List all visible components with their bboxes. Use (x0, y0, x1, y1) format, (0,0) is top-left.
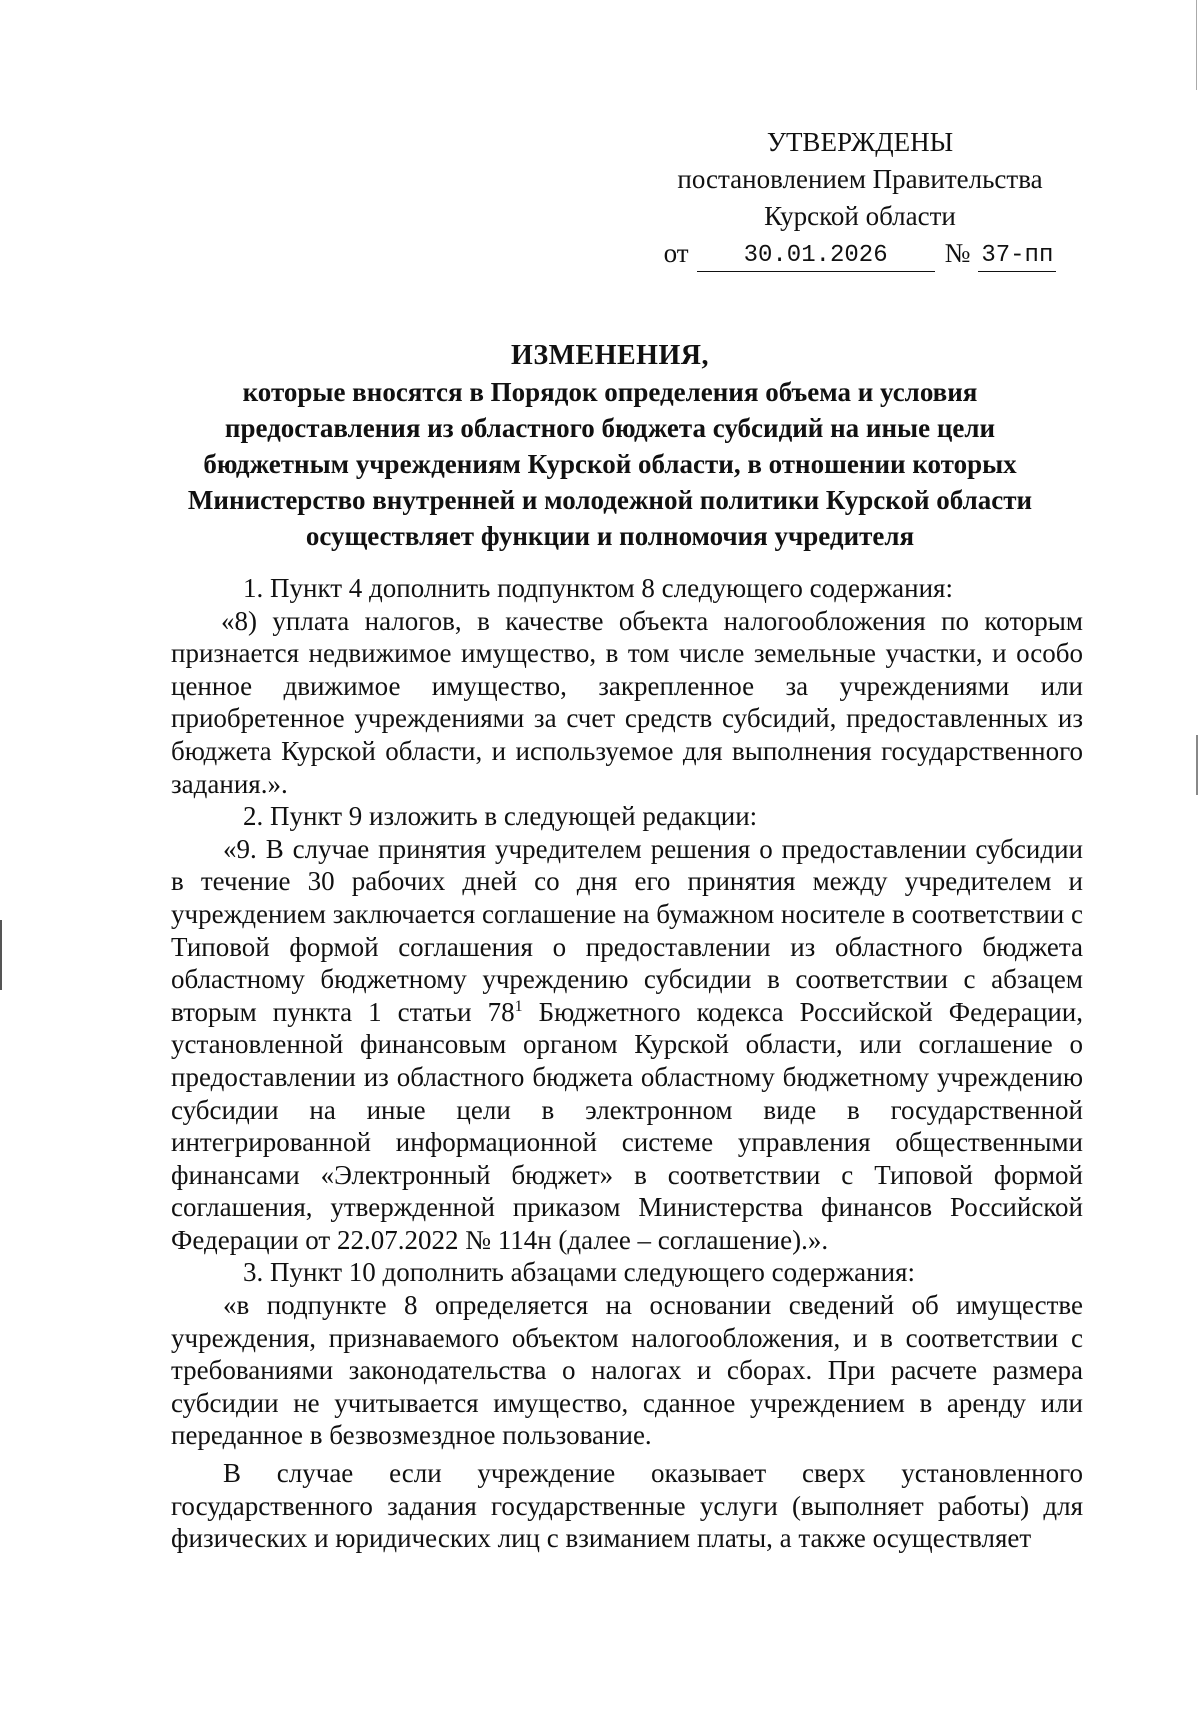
approval-date: 30.01.2026 (697, 241, 935, 272)
approval-number: 37-пп (978, 241, 1056, 272)
scan-edge-mark (0, 920, 2, 990)
date-label: от (663, 238, 689, 268)
paragraph-1: 1. Пункт 4 дополнить подпунктом 8 следующего содержания: (243, 573, 953, 603)
approval-line-2: Курской области (764, 201, 956, 231)
paragraph-4 (171, 833, 1083, 1257)
approval-line-1: постановлением Правительства (677, 164, 1043, 194)
paragraph-4-text-a: «9. В случае принятия учредителем решения о предоставлении субсидии в течение 30 рабочих дней со дня его принятия между учредителем и учреждением заключается соглашение на бумажном носителе в соответствии с Типовой формой соглашения о предоставлении из областного бюджета областному бюджетному учреждению субсидии в соответствии с абзацем вторым пункта 1 статьи 78 (171, 833, 1083, 1027)
document-title (150, 338, 1070, 554)
approval-title: УТВЕРЖДЕНЫ (766, 127, 954, 157)
paragraph-7: В случае если учреждение оказывает сверх установленного государственного задания государственные услуги (выполняет работы) для физических и юридических лиц с взиманием платы, а также осуществляет (171, 1458, 1083, 1554)
title-subtitle: которые вносятся в Порядок определения объема и условия предоставления из областного бюджета субсидий на иные цели бюджетным учреждениям Курской области, в отношении которых Министерство внутренней и молодежной политики Курской области осуществляет функции и полномочия учредителя (187, 377, 1033, 551)
article-superscript: 1 (514, 997, 523, 1015)
paragraph-6: «в подпункте 8 определяется на основании сведений об имуществе учреждения, признаваемого объектом налогообложения, и в соответствии с требованиями законодательства о налогах и сборах. При расчете размера субсидии не учитывается имущество, сданное учреждением в аренду или переданное в безвозмездное пользование. (171, 1290, 1083, 1451)
paragraph-3: 2. Пункт 9 изложить в следующей редакции: (243, 801, 758, 832)
paragraph-4-text-b: Бюджетного кодекса Российской Федерации, установленной финансовым органом Курской области, или соглашение о предоставлении из областного бюджета областному бюджетному учреждению субсидии на иные цели в электронном виде в государственной интегрированной информационной системе управления общественными финансами «Электронный бюджет» в соответствии с Типовой формой соглашения, утвержденной приказом Министерства финансов Российской Федерации от 22.07.2022 № 114н (далее – соглашение).». (171, 996, 1083, 1255)
title-heading: ИЗМЕНЕНИЯ, (511, 340, 709, 371)
approval-stamp (640, 124, 1080, 272)
document-body (171, 572, 1083, 1555)
scan-edge-mark (1196, 0, 1197, 90)
number-label: № (944, 238, 971, 268)
scan-edge-mark (1196, 735, 1198, 795)
paragraph-2: «8) уплата налогов, в качестве объекта налогообложения по которым признается недвижимое имущество, в том числе земельные участки, и особо ценное движимое имущество, закрепленное за учреждениями или приобретенное учреждениями за счет средств субсидий, предоставленных из бюджета Курской области, и используемое для выполнения государственного задания.». (171, 605, 1083, 799)
paragraph-5: 3. Пункт 10 дополнить абзацами следующего содержания: (243, 1257, 915, 1288)
approval-date-line (640, 235, 1080, 272)
